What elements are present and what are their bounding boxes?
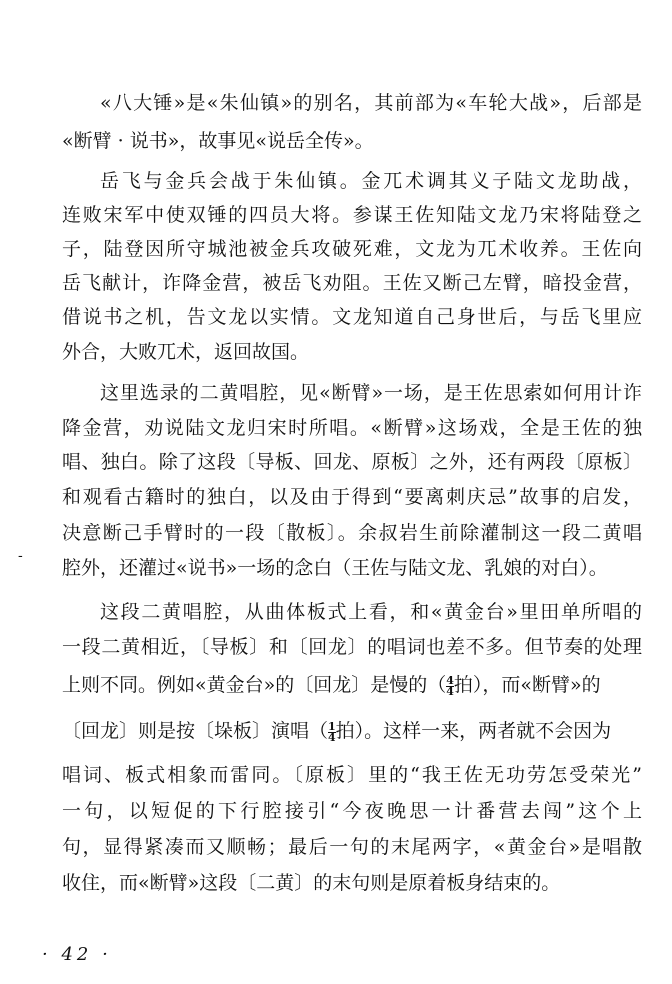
text-line: 唱词、板式相象而雷同。〔原板〕里的“我王佐无功劳怎受荣光” bbox=[62, 764, 642, 786]
text-line: «八大锤»是«朱仙镇»的别名，其前部为«车轮大战»，后部是 bbox=[100, 92, 642, 114]
text-line: 子，陆登因所守城池被金兵攻破死难，文龙为兀术收养。王佐向 bbox=[62, 238, 642, 260]
text-line: 决意断己手臂时的一段〔散板〕。余叔岩生前除灌制这一段二黄唱 bbox=[62, 522, 642, 544]
text-line: 外合，大败兀术，返回故国。 bbox=[62, 341, 310, 363]
text-segment: 〔回龙〕则是按〔垛板〕演唱（ bbox=[62, 720, 329, 742]
text-line-with-fraction bbox=[62, 670, 642, 700]
text-line: 降金营，劝说陆文龙归宋时所唱。«断臂»这场戏，全是王佐的独 bbox=[62, 417, 642, 439]
fraction-four-four bbox=[446, 673, 454, 698]
margin-mark: - bbox=[18, 548, 23, 564]
text-segment: 拍），而«断臂»的 bbox=[453, 674, 601, 696]
text-line: 腔外，还灌过«说书»一场的念白（王佐与陆文龙、乳娘的对白）。 bbox=[62, 557, 608, 579]
text-line: 借说书之机，告文龙以实情。文龙知道自己身世后，与岳飞里应 bbox=[62, 306, 642, 328]
text-line: 一句，以短促的下行腔接引“今夜晚思一计番营去闯”这个上 bbox=[62, 800, 642, 822]
text-line: «断臂 · 说书»，故事见«说岳全传»。 bbox=[62, 130, 374, 152]
fraction-one-four bbox=[328, 719, 336, 744]
fraction-denominator: 4 bbox=[328, 730, 336, 744]
text-line: 岳飞献计，诈降金营，被岳飞劝阻。王佐又断己左臂，暗投金营， bbox=[62, 272, 642, 294]
text-line: 岳飞与金兵会战于朱仙镇。金兀术调其义子陆文龙助战， bbox=[100, 170, 642, 192]
text-segment: 上则不同。例如«黄金台»的〔回龙〕是慢的（ bbox=[62, 674, 447, 696]
text-line: 连败宋军中使双锤的四员大将。参谋王佐知陆文龙乃宋将陆登之 bbox=[62, 204, 642, 226]
text-line: 唱、独白。除了这段〔导板、回龙、原板〕之外，还有两段〔原板〕 bbox=[62, 451, 642, 473]
text-line: 收住，而«断臂»这段〔二黄〕的末句则是原着板身结束的。 bbox=[62, 872, 561, 894]
fraction-numerator: 1 bbox=[328, 719, 336, 733]
text-line: 这里选录的二黄唱腔，见«断臂»一场，是王佐思索如何用计诈 bbox=[100, 382, 642, 404]
text-line: 句，显得紧凑而又顺畅；最后一句的末尾两字，«黄金台»是唱散 bbox=[62, 836, 642, 858]
fraction-denominator: 4 bbox=[446, 684, 454, 698]
page-number: · 42 · bbox=[42, 944, 112, 965]
text-line: 这段二黄唱腔，从曲体板式上看，和«黄金台»里田单所唱的 bbox=[100, 601, 642, 623]
text-line: 一段二黄相近，〔导板〕和〔回龙〕的唱词也差不多。但节奏的处理 bbox=[62, 636, 642, 658]
text-segment: 拍）。这样一来，两者就不会因为 bbox=[335, 720, 612, 742]
fraction-numerator: 4 bbox=[446, 673, 454, 687]
text-line-with-fraction bbox=[62, 716, 642, 746]
text-line: 和观看古籍时的独白，以及由于得到“要离刺庆忌”故事的启发， bbox=[62, 486, 642, 508]
